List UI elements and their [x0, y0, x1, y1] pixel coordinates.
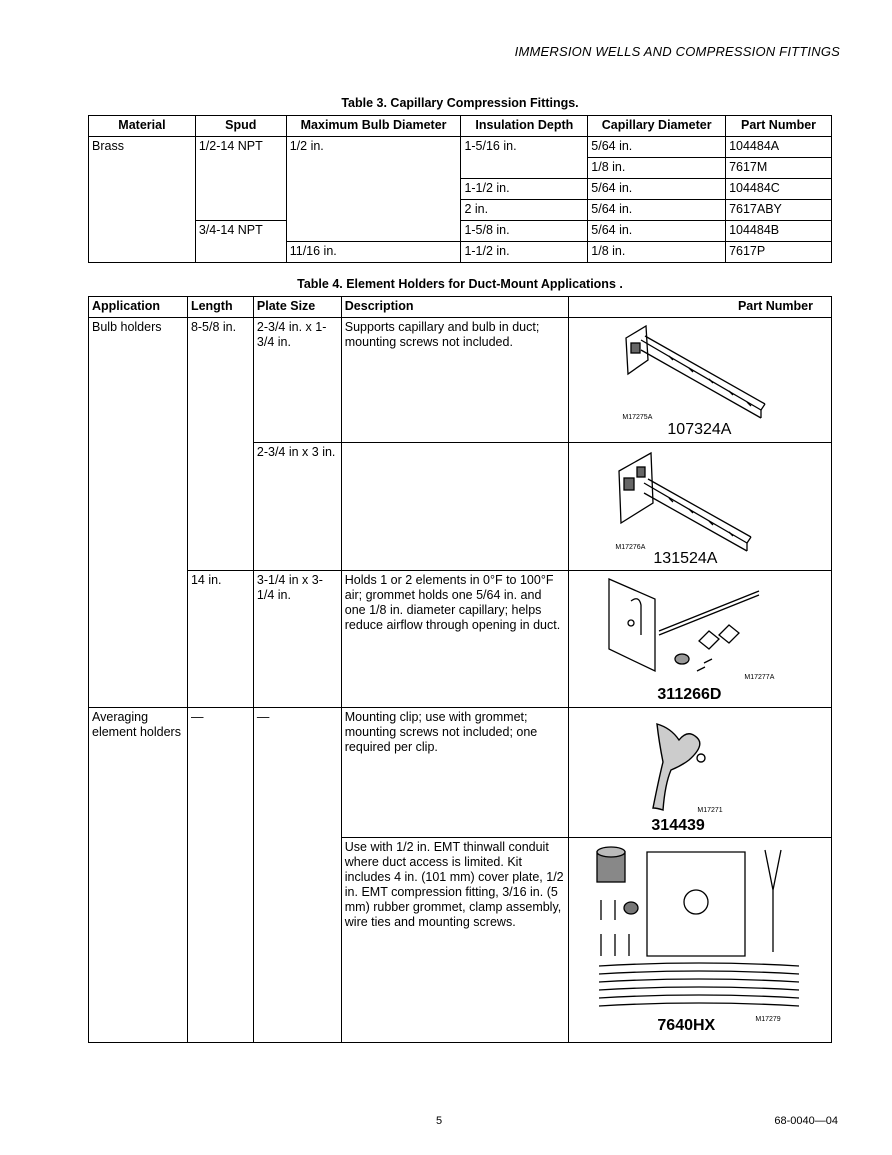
table4-caption: Table 4. Element Holders for Duct-Mount Applications . [297, 277, 623, 291]
table4 [88, 296, 832, 1043]
col-header: Application [89, 297, 188, 318]
capillary-cell: 1/8 in. [588, 158, 726, 179]
part-cell: 104484B [726, 221, 832, 242]
part-number-label: 7640HX [657, 1017, 716, 1034]
part-cell: 104484C [726, 179, 832, 200]
part-cell: 7617P [726, 242, 832, 263]
capillary-cell: 1/8 in. [588, 242, 726, 263]
page-header: IMMERSION WELLS AND COMPRESSION FITTINGS [514, 44, 840, 59]
insulation-cell: 1-5/16 in. [461, 137, 588, 179]
col-header: Maximum Bulb Diameter [286, 116, 461, 137]
bulb-cell: 1/2 in. [286, 137, 461, 242]
col-header: Spud [195, 116, 286, 137]
part-image-cell [569, 443, 832, 571]
part-image-cell [569, 838, 832, 1043]
length-cell: — [187, 708, 253, 1043]
table3-caption: Table 3. Capillary Compression Fittings. [341, 96, 579, 110]
part-number-label: 107324A [667, 421, 732, 438]
table-row [89, 137, 832, 158]
spud-cell: 3/4-14 NPT [195, 221, 286, 263]
part-cell: 7617ABY [726, 200, 832, 221]
drawing-code: M17271 [697, 807, 723, 814]
part-image-cell [569, 571, 832, 708]
plate-cell: 2-3/4 in. x 1-3/4 in. [253, 318, 341, 443]
capillary-cell: 5/64 in. [588, 221, 726, 242]
col-header: Part Number [569, 297, 832, 318]
length-cell: 14 in. [187, 571, 253, 708]
table-row [89, 571, 832, 708]
col-header: Length [187, 297, 253, 318]
col-header: Part Number [726, 116, 832, 137]
part-number-label: 314439 [651, 817, 705, 834]
description-cell [341, 443, 569, 571]
bulb-cell: 11/16 in. [286, 242, 461, 263]
col-header: Material [89, 116, 196, 137]
table3-header-row [89, 116, 832, 137]
description-cell: Supports capillary and bulb in duct; mounting screws not included. [341, 318, 569, 443]
capillary-cell: 5/64 in. [588, 137, 726, 158]
capillary-cell: 5/64 in. [588, 200, 726, 221]
table4-header-row [89, 297, 832, 318]
insulation-cell: 1-1/2 in. [461, 242, 588, 263]
drawing-code: M17275A [622, 414, 653, 421]
length-cell: 8-5/8 in. [187, 318, 253, 571]
conduit-kit-illustration [569, 838, 832, 1043]
plate-cell: 3-1/4 in x 3-1/4 in. [253, 571, 341, 708]
insulation-cell: 2 in. [461, 200, 588, 221]
application-cell: Averaging element holders [89, 708, 188, 1043]
plate-cell: 2-3/4 in x 3 in. [253, 443, 341, 571]
plate-cell: — [253, 708, 341, 1043]
col-header: Description [341, 297, 569, 318]
description-cell: Use with 1/2 in. EMT thinwall conduit where duct access is limited. Kit includes 4 in. (101 mm) cover plate, 1/2 in. EMT compression fitting, 3/16 in. (5 mm) rubber grommet, clamp assembly, wire ties and mounting screws. [341, 838, 569, 1043]
drawing-code: M17277A [744, 674, 775, 681]
col-header: Plate Size [253, 297, 341, 318]
part-number-label: 131524A [653, 550, 718, 567]
part-image-cell [569, 318, 832, 443]
part-cell: 104484A [726, 137, 832, 158]
table3 [88, 115, 832, 263]
table-row [89, 221, 832, 242]
application-cell: Bulb holders [89, 318, 188, 708]
description-cell: Holds 1 or 2 elements in 0°F to 100°F air; grommet holds one 5/64 in. and one 1/8 in. diameter capillary; helps reduce airflow through opening in duct. [341, 571, 569, 708]
table-row [89, 318, 832, 443]
material-cell: Brass [89, 137, 196, 263]
spud-cell: 1/2-14 NPT [195, 137, 286, 221]
col-header: Insulation Depth [461, 116, 588, 137]
col-header: Capillary Diameter [588, 116, 726, 137]
description-cell: Mounting clip; use with grommet; mounting screws not included; one required per clip. [341, 708, 569, 838]
page-number: 5 [436, 1115, 443, 1127]
capillary-cell: 5/64 in. [588, 179, 726, 200]
part-image-cell [569, 708, 832, 838]
table-row [89, 708, 832, 838]
drawing-code: M17279 [755, 1016, 781, 1023]
part-cell: 7617M [726, 158, 832, 179]
document-number: 68-0040—04 [774, 1115, 838, 1127]
drawing-code: M17276A [615, 544, 646, 551]
insulation-cell: 1-5/8 in. [461, 221, 588, 242]
insulation-cell: 1-1/2 in. [461, 179, 588, 200]
part-number-label: 311266D [657, 686, 722, 703]
